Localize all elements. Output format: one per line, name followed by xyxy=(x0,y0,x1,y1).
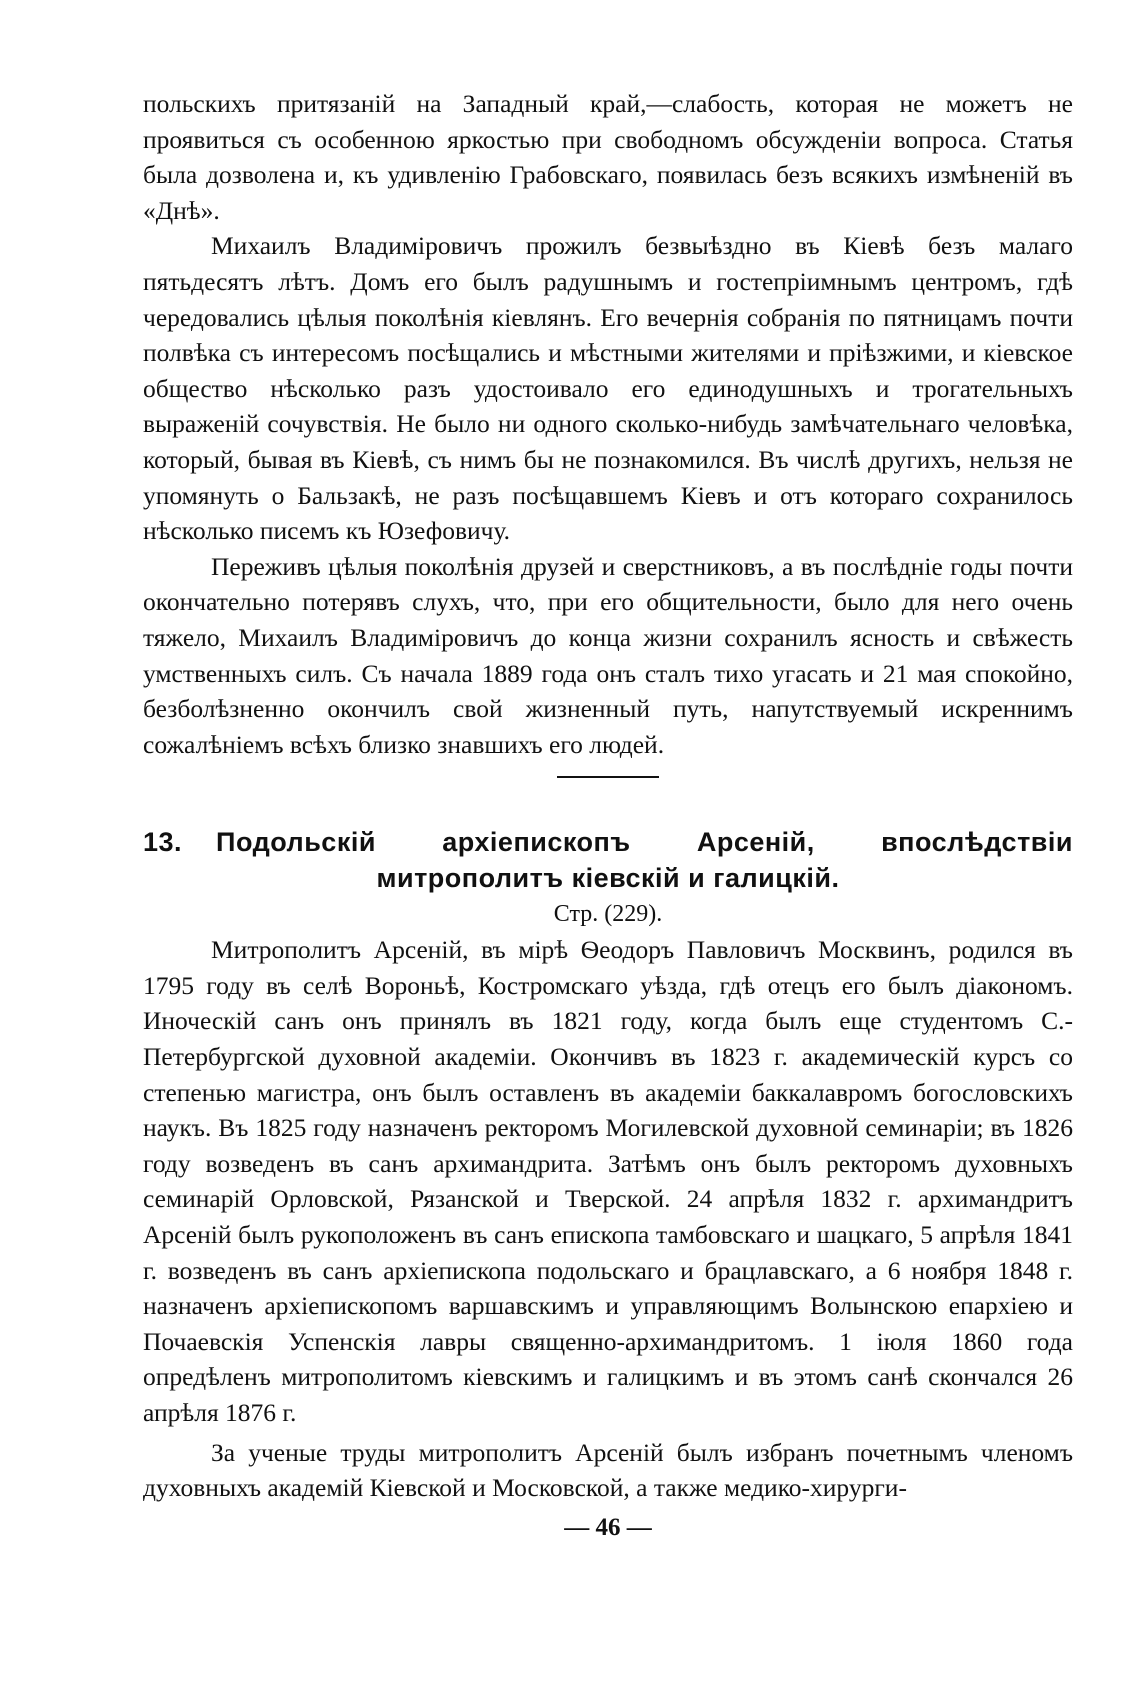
paragraph-yuzefovich-life: Михаилъ Владиміровичъ прожилъ безвыѣздно въ Кіевѣ безъ малаго пятьдесятъ лѣтъ. Домъ его былъ радушнымъ и гостепріимнымъ центромъ, гдѣ чередовались цѣлыя поколѣнія кіевлянъ. Его вечернія собранія по пятницамъ почти полвѣка съ интересомъ посѣщались и мѣстными жителями и пріѣзжими, и кіевское общество нѣсколько разъ удостоивало его единодушныхъ и трогательныхъ выраженій сочувствія. Не было ни одного сколько-нибудь замѣчательнаго человѣка, который, бывая въ Кіевѣ, съ нимъ бы не познакомился. Въ числѣ другихъ, нельзя не упомянуть о Бальзакѣ, не разъ посѣщавшемъ Кіевъ и отъ котораго сохранилось нѣсколько писемъ къ Юзефовичу. xyxy=(143,231,1073,546)
section-number: 13. xyxy=(143,827,183,858)
section-divider xyxy=(557,776,659,778)
paragraph-arseniy-honors: За ученые труды митрополитъ Арсеній былъ избранъ почетнымъ членомъ духовныхъ академій Кіевской и Московской, а также медико-хирурги- xyxy=(143,1437,1073,1503)
section-reference: Стр. (229). xyxy=(553,901,663,928)
section-heading xyxy=(143,824,1073,896)
page-number: — 46 — xyxy=(564,1513,652,1541)
section-title: Подольскій архіепископъ Арсеній, впослѣдствіи митрополитъ кіевскій и галицкій. xyxy=(216,827,1073,894)
page-content xyxy=(143,86,1073,1546)
paragraph-continuation: польскихъ притязаній на Западный край,—слабость, которая не можетъ не проявиться съ особенною яркостью при свободномъ обсужденіи вопроса. Статья была дозволена и, къ удивленію Грабовскаго, появилась безъ всякихъ измѣненій въ «Днѣ». xyxy=(143,89,1073,225)
paragraph-yuzefovich-death: Переживъ цѣлыя поколѣнія друзей и сверстниковъ, а въ послѣдніе годы почти окончательно потерявъ слухъ, что, при его общительности, было для него очень тяжело, Михаилъ Владиміровичъ до конца жизни сохранилъ ясность и свѣжесть умственныхъ силъ. Съ начала 1889 года онъ сталъ тихо угасать и 21 мая спокойно, безболѣзненно окончилъ свой жизненный путь, напутствуемый искреннимъ сожалѣніемъ всѣхъ близко знавшихъ его людей. xyxy=(143,551,1073,759)
paragraph-arseniy-biography: Митрополитъ Арсеній, въ мірѣ Ѳеодоръ Павловичъ Москвинъ, родился въ 1795 году въ селѣ Вороньѣ, Костромскаго уѣзда, гдѣ отецъ его былъ діакономъ. Иноческій санъ онъ принялъ въ 1821 году, когда былъ еще студентомъ С.-Петербургской духовной академіи. Окончивъ въ 1823 г. академическій курсъ со степенью магистра, онъ былъ оставленъ въ академіи баккалавромъ богословскихъ наукъ. Въ 1825 году назначенъ ректоромъ Могилевской духовной семинаріи; въ 1826 году возведенъ въ санъ архимандрита. Затѣмъ онъ былъ ректоромъ духовныхъ семинарій Орловской, Рязанской и Тверской. 24 апрѣля 1832 г. архимандритъ Арсеній былъ рукоположенъ въ санъ епископа тамбовскаго и шацкаго, 5 апрѣля 1841 г. возведенъ въ санъ архіепископа подольскаго и брацлавскаго, а 6 ноября 1848 г. назначенъ архіепископомъ варшавскимъ и управляющимъ Волынскою епархіею и Почаевскія Успенскія лавры священно-архимандритомъ. 1 іюля 1860 года опредѣленъ митрополитомъ кіевскимъ и галицкимъ и въ этомъ санѣ скончался 26 апрѣля 1876 г. xyxy=(143,935,1073,1427)
